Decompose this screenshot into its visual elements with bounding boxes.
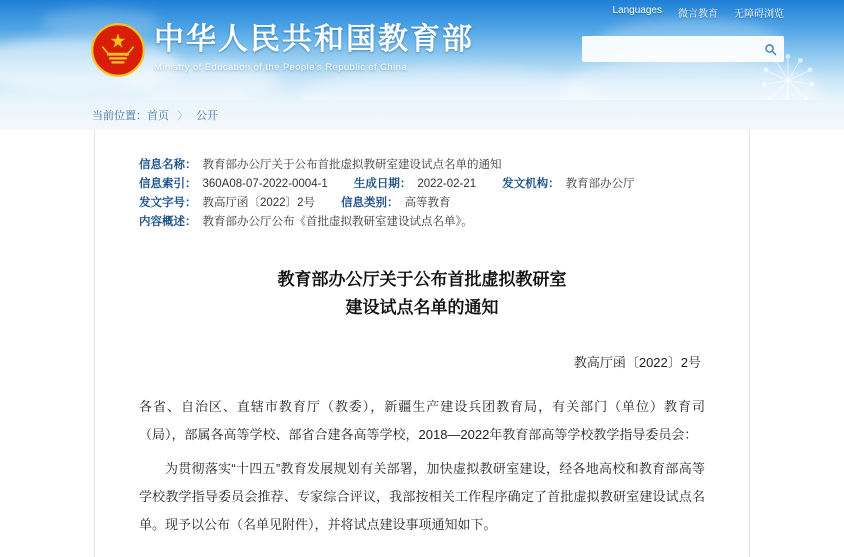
meta-value-created: 2022-02-21 [417,178,477,190]
search-button[interactable] [757,38,783,60]
site-header-banner [0,0,844,100]
breadcrumb-item-open[interactable]: 公开 [196,110,218,122]
meta-label-created: 生成日期： [353,178,412,190]
meta-value-summary: 教育部办公厅公布《首批虚拟教研室建设试点名单》。 [202,216,473,228]
meta-row-summary [139,213,705,232]
meta-value-index: 360A08-07-2022-0004-1 [202,178,328,190]
site-title-block [154,22,474,73]
search-input[interactable] [583,38,757,60]
document-paragraph: 各省、自治区、直辖市教育厅（教委），新疆生产建设兵团教育局，有关部门（单位）教育司（局），部属各高等学校、部省合建各高等学校，2018—2022年教育部高等学校教学指导委员会： [139,399,705,442]
breadcrumb [0,100,844,130]
top-link-weiyan[interactable]: 微言教育 [678,9,718,20]
meta-value-docnum: 教高厅函〔2022〕2号 [202,197,315,209]
breadcrumb-separator-icon: 〉 [177,110,188,122]
meta-label-type: 信息类别： [340,197,399,209]
site-title-cn: 中华人民共和国教育部 [154,22,474,57]
cloud-decoration [560,56,820,100]
top-links [613,5,785,20]
top-link-languages[interactable]: Languages [612,5,662,16]
meta-value-type: 高等教育 [404,197,451,209]
meta-value-name: 教育部办公厅关于公布首批虚拟教研室建设试点名单的通知 [202,159,502,171]
meta-label-index: 信息索引： [139,178,197,190]
document-number: 教高厅函〔2022〕2号 [573,355,701,370]
document-body [139,393,705,539]
page-title [139,266,705,322]
meta-row-docnum [139,194,705,213]
top-link-accessibility[interactable]: 无障碍浏览 [734,9,784,20]
document-metadata [139,156,705,232]
meta-value-issuer: 教育部办公厅 [565,178,635,190]
document-paragraph: 为贯彻落实“十四五”教育发展规划有关部署，加快虚拟教研室建设，经各地高校和教育部高等学校教学指导委员会推荐、专家综合评议，我部按相关工作程序确定了首批虚拟教研室建设试点名单。现予以公布（名单见附件），并将试点建设事项通知如下。 [139,461,705,532]
page-title-line-1: 教育部办公厅关于公布首批虚拟教研室 [277,270,567,290]
page-title-line-2: 建设试点名单的通知 [345,298,499,318]
meta-label-name: 信息名称： [139,159,197,171]
page-body [0,130,844,557]
site-title-en: Ministry of Education of the People's Republic of China [154,62,407,73]
meta-label-docnum: 发文字号： [139,197,197,209]
meta-row-name [139,156,705,175]
breadcrumb-item-home[interactable]: 首页 [147,110,169,122]
meta-row-index [139,175,705,194]
meta-label-summary: 内容概述： [139,216,197,228]
document-card [94,130,750,557]
meta-label-issuer: 发文机构： [502,178,560,190]
search-icon [764,43,777,56]
national-emblem-icon [90,22,146,78]
search-box[interactable] [582,36,784,62]
breadcrumb-label: 当前位置： [92,110,147,122]
